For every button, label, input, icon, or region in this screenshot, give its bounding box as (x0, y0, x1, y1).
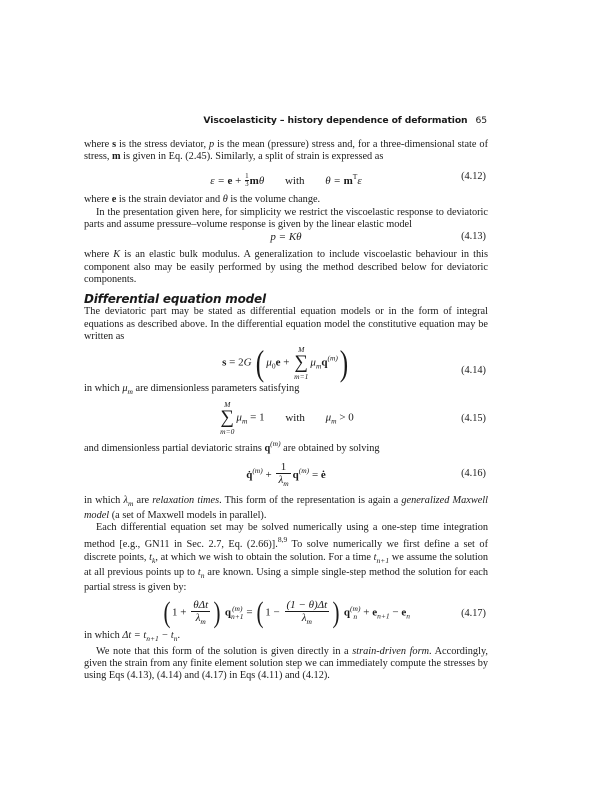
equation-4-13: p = Kθ (4.13) (270, 231, 486, 244)
running-title: Viscoelasticity – history dependence of deformation (203, 115, 468, 126)
equation-number: (4.17) (461, 608, 486, 620)
paragraph-presentation: In the presentation given here, for simplicity we restrict the viscoelastic response to deviatoric parts and assume pressure–volume response is given by the linear elastic model (84, 206, 488, 230)
paragraph-deviatoric-part: The deviatoric part may be stated as differential equation models or in the form of integral equations as described above. In the differential equation model the constitutive equation may be written as (84, 306, 488, 342)
paragraph-numerical-solution: Each differential equation set may be solved numerically using a one-step time integration method [e.g., GN11 in Sec. 2.7, Eq. (2.66)].$^{8,9}$ To solve numerically we first define a set of discrete points, $t_k$, at which we wish to obtain the solution. For a time $t_{n+1}$ we assume the solution at all previous points up to $t_n$ are known. Using a simple single-step method the solution for each partial stress is given by: (84, 522, 489, 594)
page-body (84, 139, 488, 682)
equation-number: (4.14) (461, 365, 486, 377)
equation-number: (4.13) (461, 231, 486, 243)
paragraph-strain-driven: We note that this form of the solution is given directly in a strain-driven form. Accordingly, given the strain from any finite element solution step we can immediately compute the stresses by using Eqs (4.13), (4.14) and (4.17) in Eqs (4.11) and (4.12). (84, 645, 488, 682)
equation-4-15: M ∑ m=0 $\mu_m = 1$ with $\mu_m > 0$ (4.15) (220, 400, 486, 437)
paragraph-time-increment: in which $\Delta t = t_{n+1} - t_n$. (84, 630, 181, 644)
equation-4-17: ( 1 + $\frac{\text{θΔt}}{\lambda_m}$ ) q (m) n+1 = ( 1 − $\frac{(1 - \theta)\Delta t}{\lambda_m}$ ) q (m) n + $e_{n+1} - e_n$ (4.17) (163, 596, 486, 630)
equation-number: (4.12) (461, 170, 486, 182)
section-heading: Differential equation model (84, 292, 266, 307)
equation-number: (4.16) (461, 467, 486, 479)
running-header (203, 115, 487, 126)
equation-4-16: q̇$^{(m)}$ + $\frac{1}{\lambda_m}$ $q^{(m)}$ = ė (4.16) (246, 460, 486, 488)
equation-number: (4.15) (461, 413, 486, 425)
paragraph-bulk-modulus: where K is an elastic bulk modulus. A generalization to include viscoelastic behaviour in this component also may be easily performed by using the method described below for deviatoric components. (84, 249, 488, 285)
page-number: 65 (475, 115, 487, 126)
equation-4-12: ε = e + $\frac{1}{3}m\theta$ with $\theta = m^T\varepsilon$ (4.12) (210, 170, 486, 189)
paragraph-stress-split: where s is the stress deviator, p is the mean (pressure) stress and, for a three-dimensional state of stress, m is given in Eq. (2.45). Similarly, a split of strain is expressed as (84, 139, 488, 163)
paragraph-relaxation-times: in which $\lambda_m$ are relaxation times. This form of the representation is again a generalized Maxwell model (a set of Maxwell models in parallel). (84, 494, 489, 521)
paragraph-strain-deviator: where e is the strain deviator and θ is the volume change. (84, 194, 321, 206)
equation-4-14: s = 2G ( $\mu_0e$ + M ∑ m=1 $\mu_mq^{(m)}$) (4.14) (222, 343, 486, 384)
paragraph-partial-strains: and dimensionless partial deviatoric strains $q^{(m)}$ are obtained by solving (84, 439, 380, 455)
paragraph-dimensionless-parameters: in which $\mu_m$ are dimensionless parameters satisfying (84, 383, 300, 397)
